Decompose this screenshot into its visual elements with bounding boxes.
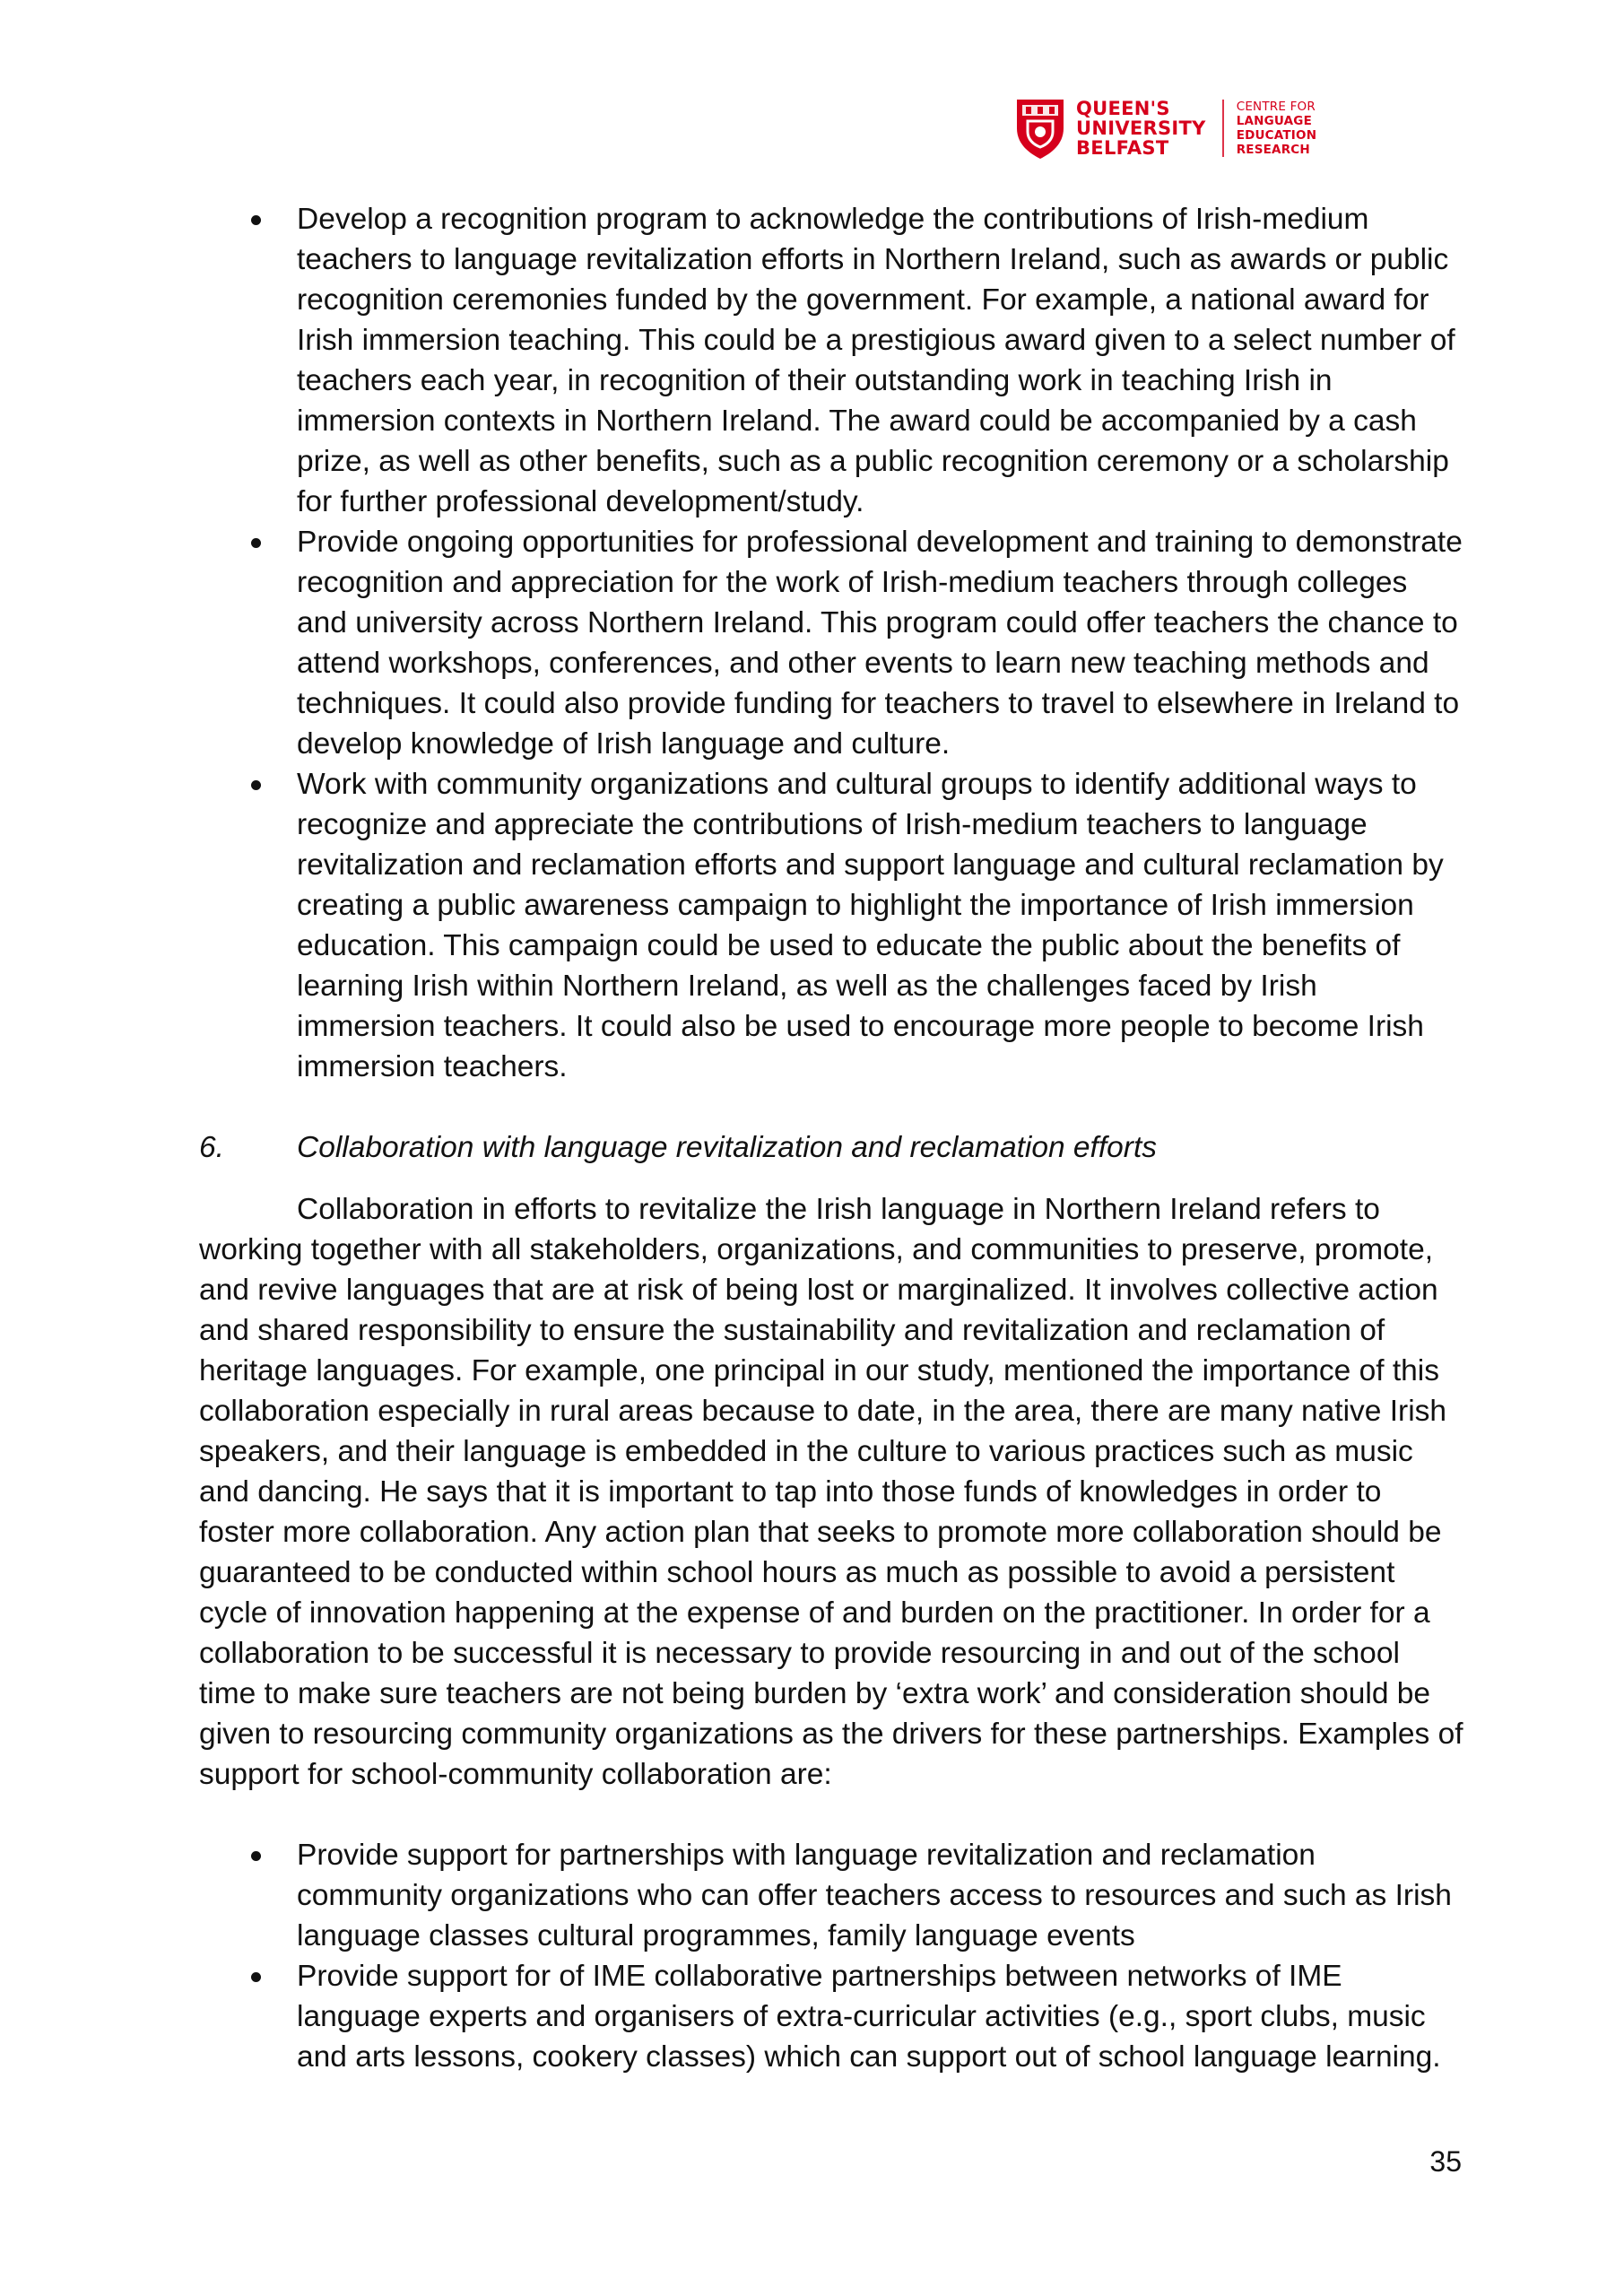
university-name	[1076, 99, 1206, 158]
list-item-text: Provide ongoing opportunities for professional development and training to demonstrate recognition and appreciation for the work of Irish-medium teachers through colleges and university across Northern Ireland. This program could offer teachers the chance to attend workshops, conferences, and other events to learn new teaching methods and techniques. It could also provide funding for teachers to travel to elsewhere in Ireland to develop knowledge of Irish language and culture.	[297, 526, 1463, 761]
section-number: 6.	[199, 1131, 224, 1164]
list-item-text: Develop a recognition program to acknowledge the contributions of Irish-medium teachers to language revitalization efforts in Northern Ireland, such as awards or public recognition ceremonies funded by the government. For example, a national award for Irish immersion teaching. This could be a prestigious award given to a select number of teachers each year, in recognition of their outstanding work in teaching Irish in immersion contexts in Northern Ireland. The award could be accompanied by a cash prize, as well as other benefits, such as a public recognition ceremony or a scholarship for further professional development/study.	[297, 203, 1455, 518]
bullet-icon	[251, 538, 261, 548]
university-name-line: BELFAST	[1076, 137, 1169, 159]
centre-name-line: EDUCATION	[1236, 128, 1317, 143]
list-item	[199, 764, 1463, 1087]
list-item	[199, 1835, 1463, 1956]
bullet-icon	[251, 1972, 261, 1982]
page-number: 35	[1429, 2145, 1462, 2178]
list-item	[199, 1956, 1463, 2077]
university-name-line: QUEEN'S	[1076, 98, 1170, 119]
centre-name-line: LANGUAGE	[1236, 114, 1313, 128]
bullet-icon	[251, 780, 261, 790]
centre-name-line: CENTRE FOR	[1236, 100, 1316, 114]
centre-name	[1237, 100, 1317, 157]
logo-divider	[1222, 100, 1224, 157]
body-paragraph: Collaboration in efforts to revitalize the Irish language in Northern Ireland refers to working together with all stakeholders, organizations, and communities to preserve, promote, and revive languages that are at risk of being lost or marginalized. It involves collective action and shared responsibility to ensure the sustainability and revitalization and reclamation of heritage languages. For example, one principal in our study, mentioned the importance of this collaboration especially in rural areas because to date, in the area, there are many native Irish speakers, and their language is embedded in the culture to various practices such as music and dancing. He says that it is important to tap into those funds of knowledges in order to foster more collaboration. Any action plan that seeks to promote more collaboration should be guaranteed to be conducted within school hours as much as possible to avoid a persistent cycle of innovation happening at the expense of and burden on the practitioner. In order for a collaboration to be successful it is necessary to provide resourcing in and out of the school time to make sure teachers are not being burden by ‘extra work’ and consideration should be given to resourcing community organizations as the drivers for these partnerships. Examples of support for school-community collaboration are:	[199, 1193, 1463, 1791]
university-logo	[1013, 95, 1354, 161]
support-bullet-list	[199, 1835, 1463, 2077]
list-item-text: Provide support for partnerships with language revitalization and reclamation community organizations who can offer teachers access to resources and such as Irish language classes cultural programmes, family language events	[297, 1839, 1452, 1952]
list-item-text: Provide support for of IME collaborative partnerships between networks of IME language experts and organisers of extra-curricular activities (e.g., sport clubs, music and arts lessons, cookery classes) which can support out of school language learning.	[297, 1960, 1441, 2074]
university-name-line: UNIVERSITY	[1076, 117, 1206, 139]
university-crest-icon	[1013, 96, 1067, 161]
centre-name-line: RESEARCH	[1236, 143, 1310, 157]
recognition-bullet-list	[199, 199, 1463, 1087]
bullet-icon	[251, 1851, 261, 1861]
bullet-icon	[251, 215, 261, 225]
list-item	[199, 199, 1463, 522]
list-item	[199, 522, 1463, 764]
section-heading	[199, 1127, 1463, 1168]
section-title: Collaboration with language revitalization and reclamation efforts	[297, 1131, 1158, 1164]
page-content	[199, 199, 1463, 2077]
list-item-text: Work with community organizations and cultural groups to identify additional ways to recognize and appreciate the contributions of Irish-medium teachers to language revitalization and reclamation efforts and support language and cultural reclamation by creating a public awareness campaign to highlight the importance of Irish immersion education. This campaign could be used to educate the public about the benefits of learning Irish within Northern Ireland, as well as the challenges faced by Irish immersion teachers. It could also be used to encourage more people to become Irish immersion teachers.	[297, 768, 1444, 1083]
